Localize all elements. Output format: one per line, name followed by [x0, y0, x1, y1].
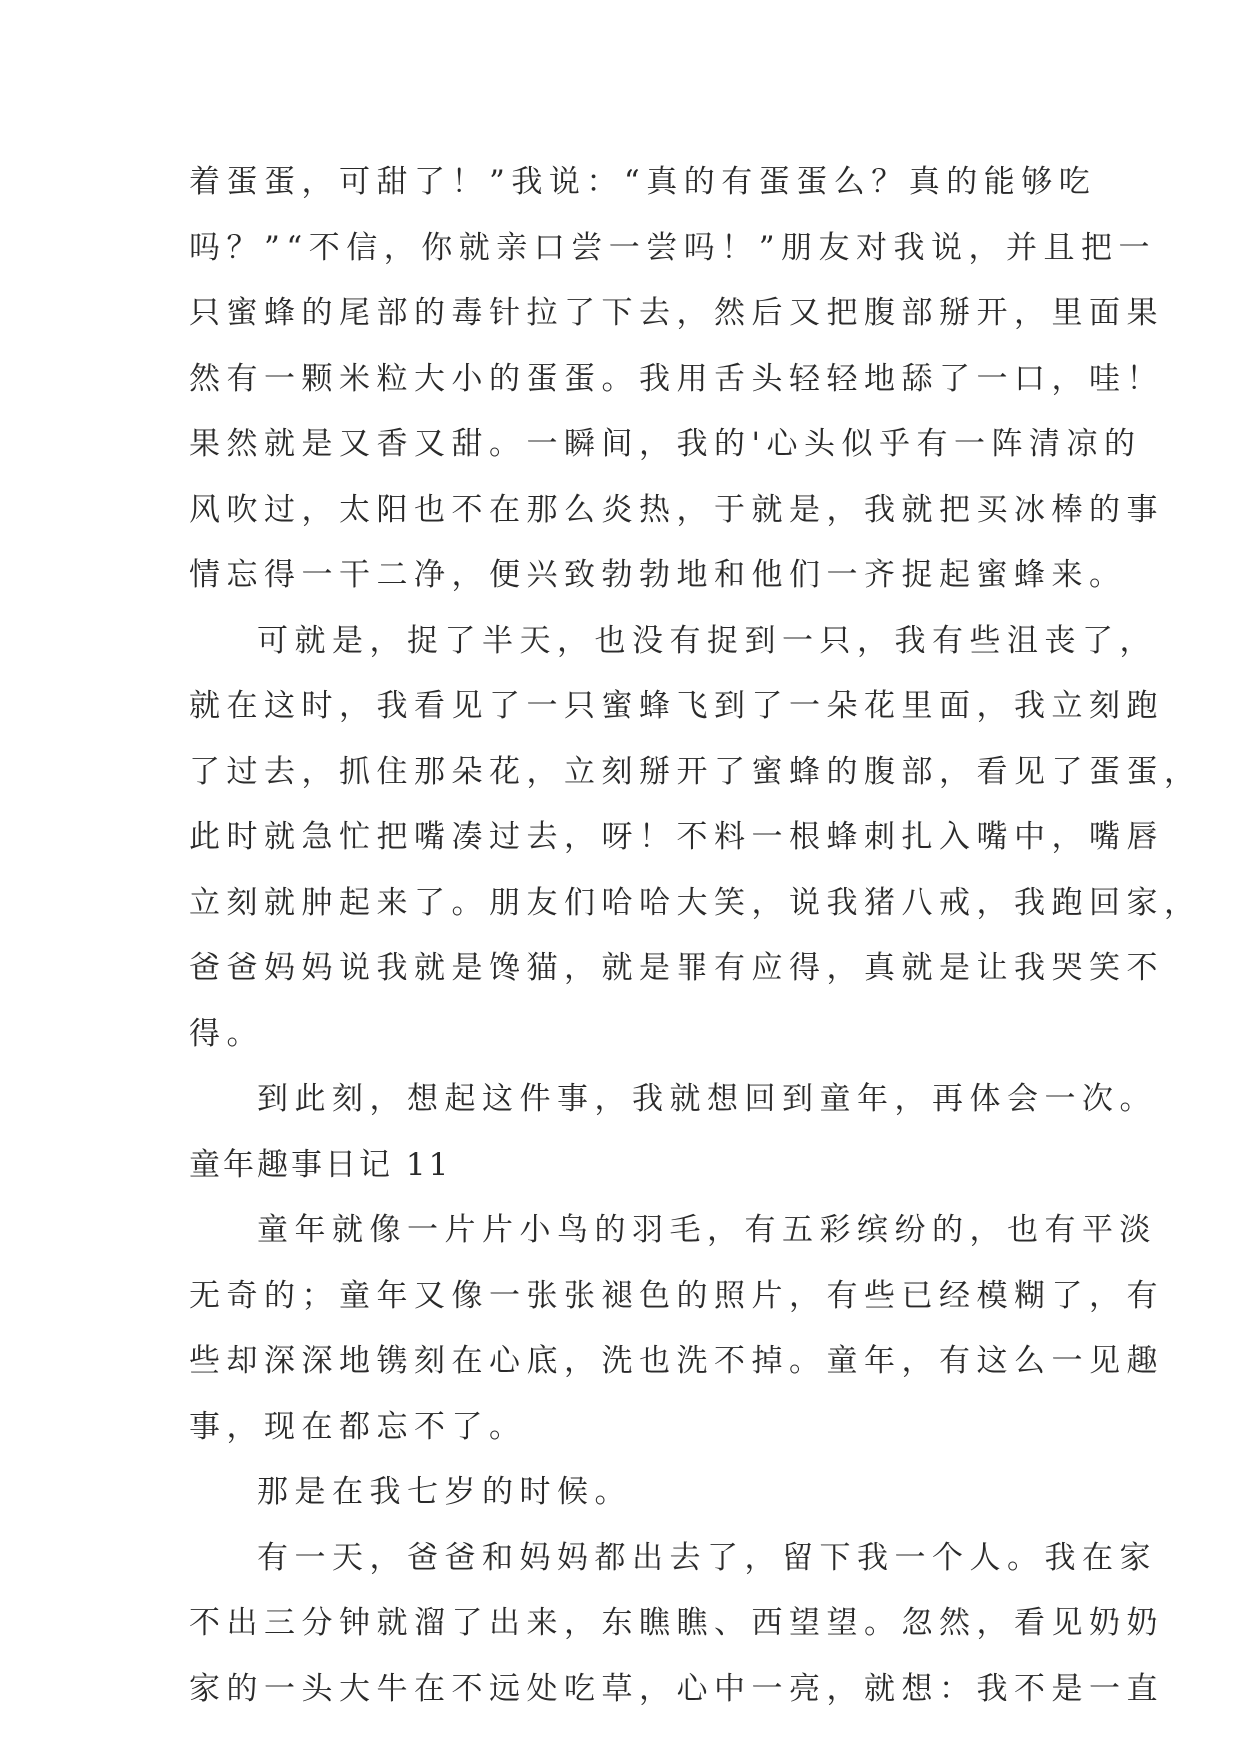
document-page: [189, 150, 1202, 1722]
paragraph-start-line: 那是在我七岁的时候。: [257, 1474, 632, 1510]
text-line: 情忘得一干二净，便兴致勃勃地和他们一齐捉起蜜蜂来。: [189, 557, 1127, 593]
text-line: 风吹过，太阳也不在那么炎热，于就是，我就把买冰棒的事: [189, 491, 1164, 528]
text-line: 就在这时，我看见了一只蜜蜂飞到了一朵花里面，我立刻跑: [189, 688, 1164, 724]
text-line: 家的一头大牛在不远处吃草，心中一亮，就想：我不是一直: [189, 1670, 1164, 1707]
text-line: 无奇的；童年又像一张张褪色的照片，有些已经模糊了，有: [189, 1277, 1164, 1314]
paragraph-start-line: 有一天，爸爸和妈妈都出去了，留下我一个人。我在家: [257, 1539, 1157, 1576]
text-line: 立刻就肿起来了。朋友们哈哈大笑，说我猪八戒，我跑回家，: [189, 884, 1202, 921]
paragraph-start-line: 可就是，捉了半天，也没有捉到一只，我有些沮丧了，: [257, 622, 1157, 659]
text-line: 爸爸妈妈说我就是馋猫，就是罪有应得，真就是让我哭笑不: [189, 950, 1164, 986]
text-line: 些却深深地镌刻在心底，洗也洗不掉。童年，有这么一见趣: [189, 1343, 1164, 1379]
text-line: 着蛋蛋，可甜了！”我说：“真的有蛋蛋么？真的能够吃: [189, 164, 1097, 200]
paragraph-start-line: 到此刻，想起这件事，我就想回到童年，再体会一次。: [257, 1081, 1157, 1117]
text-line: 此时就急忙把嘴凑过去，呀！不料一根蜂刺扎入嘴中，嘴唇: [189, 819, 1164, 855]
text-line: 事，现在都忘不了。: [189, 1408, 527, 1445]
section-heading: 童年趣事日记 11: [189, 1146, 452, 1183]
text-line: 了过去，抓住那朵花，立刻掰开了蜜蜂的腹部，看见了蛋蛋，: [189, 753, 1202, 790]
text-line: 不出三分钟就溜了出来，东瞧瞧、西望望。忽然，看见奶奶: [189, 1605, 1164, 1641]
text-line: 果然就是又香又甜。一瞬间，我的'心头似乎有一阵清凉的: [189, 426, 1142, 462]
text-line: 吗？”“不信，你就亲口尝一尝吗！”朋友对我说，并且把一: [189, 229, 1157, 266]
text-line: 得。: [189, 1015, 264, 1052]
text-line: 只蜜蜂的尾部的毒针拉了下去，然后又把腹部掰开，里面果: [189, 295, 1164, 331]
paragraph-start-line: 童年就像一片片小鸟的羽毛，有五彩缤纷的，也有平淡: [257, 1212, 1157, 1248]
text-line: 然有一颗米粒大小的蛋蛋。我用舌头轻轻地舔了一口，哇！: [189, 360, 1164, 397]
